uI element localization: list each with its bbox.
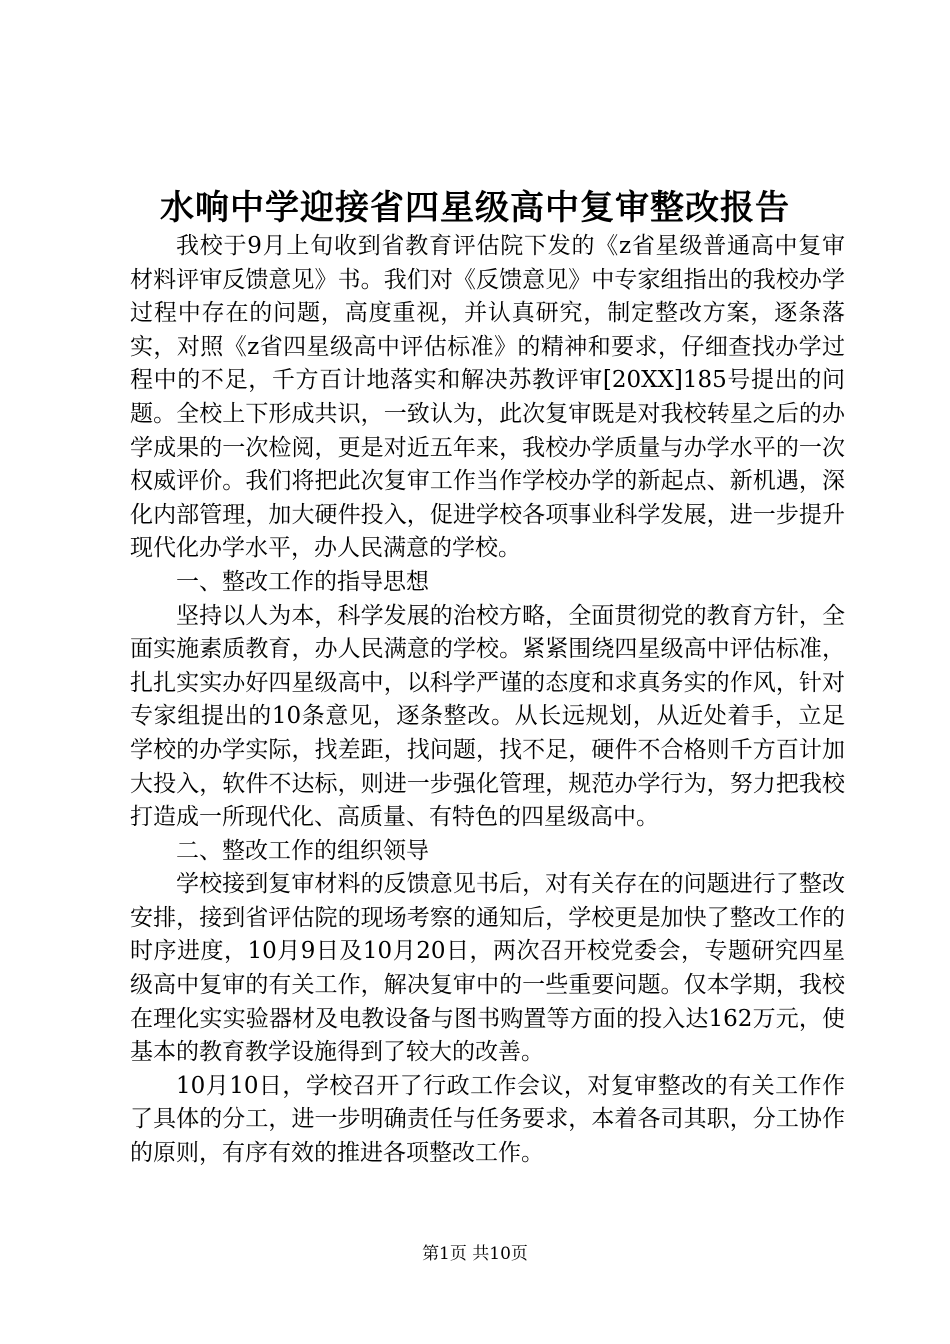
guiding-thought-paragraph: 坚持以人为本，科学发展的治校方略，全面贯彻党的教育方针，全面实施素质教育，办人民满意的学校。紧紧围绕四星级高中评估标准，扎扎实实办好四星级高中，以科学严谨的态度和求真务实的作风，针对专家组提出的10条意见，逐条整改。从长远规划，从近处着手，立足学校的办学实际，找差距，找问题，找不足，硬件不合格则千方百计加大投入，软件不达标，则进一步强化管理，规范办学行为，努力把我校打造成一所现代化、高质量、有特色的四星级高中。	[130, 602, 845, 831]
page-number-footer: 第1页 共10页	[422, 1244, 528, 1264]
organization-paragraph: 学校接到复审材料的反馈意见书后，对有关存在的问题进行了整改安排，接到省评估院的现场考察的通知后，学校更是加快了整改工作的时序进度，10月9日及10月20日，两次召开校党委会，专题研究四星级高中复审的有关工作，解决复审中的一些重要问题。仅本学期，我校在理化实实验器材及电教设备与图书购置等方面的投入达162万元，使基本的教育教学设施得到了较大的改善。	[130, 871, 845, 1066]
document-title: 水响中学迎接省四星级高中复审整改报告	[160, 188, 790, 228]
meeting-paragraph: 10月10日，学校召开了行政工作会议，对复审整改的有关工作作了具体的分工，进一步明确责任与任务要求，本着各司其职，分工协作的原则，有序有效的推进各项整改工作。	[130, 1072, 845, 1167]
document-body	[130, 230, 845, 1171]
section-heading-guiding-thought: 一、整改工作的指导思想	[176, 568, 429, 595]
section-heading-organization: 二、整改工作的组织领导	[176, 837, 429, 864]
intro-paragraph: 我校于9月上旬收到省教育评估院下发的《z省星级普通高中复审材料评审反馈意见》书。我们对《反馈意见》中专家组指出的我校办学过程中存在的问题，高度重视，并认真研究，制定整改方案，逐条落实，对照《z省四星级高中评估标准》的精神和要求，仔细查找办学过程中的不足，千方百计地落实和解决苏教评审[20XX]185号提出的问题。全校上下形成共识，一致认为，此次复审既是对我校转星之后的办学成果的一次检阅，更是对近五年来，我校办学质量与办学水平的一次权威评价。我们将把此次复审工作当作学校办学的新起点、新机遇，深化内部管理，加大硬件投入，促进学校各项事业科学发展，进一步提升现代化办学水平，办人民满意的学校。	[130, 233, 845, 562]
